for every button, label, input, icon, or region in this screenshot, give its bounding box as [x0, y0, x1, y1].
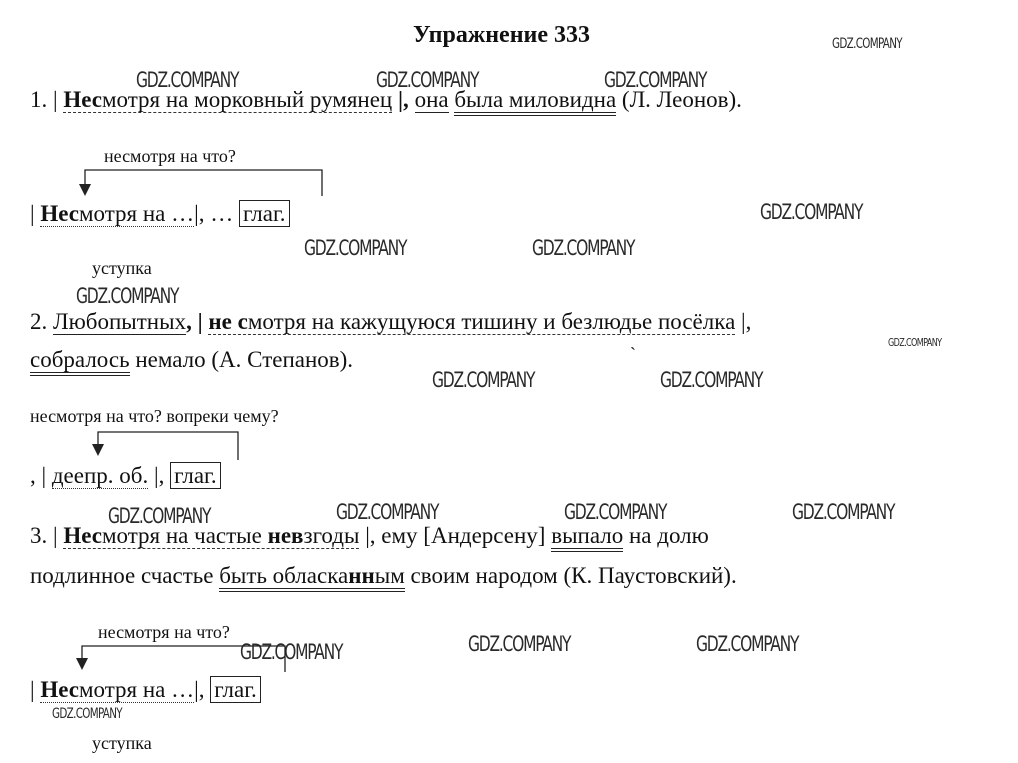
bracket: |: [30, 677, 41, 702]
watermark: GDZ.COMPANY: [108, 504, 211, 528]
rest-text: немало (А. Степанов).: [129, 347, 354, 372]
mid-text: |, ему [Андерсену]: [359, 523, 552, 548]
watermark: GDZ.COMPANY: [336, 500, 439, 524]
bracket: , |: [30, 463, 52, 488]
watermark: GDZ.COMPANY: [532, 236, 635, 260]
watermark: GDZ.COMPANY: [832, 36, 902, 52]
watermark: GDZ.COMPANY: [468, 632, 571, 656]
predicate-part: быть обласка: [219, 563, 349, 588]
watermark: GDZ.COMPANY: [604, 68, 707, 92]
exercise-number: 1. |: [30, 87, 64, 112]
clause-separator: |,: [392, 87, 415, 112]
verb-box: глаг.: [170, 462, 221, 489]
watermark: GDZ.COMPANY: [432, 368, 535, 392]
scheme-question: несмотря на что?: [104, 146, 236, 166]
watermark: GDZ.COMPANY: [136, 68, 239, 92]
scheme-question: несмотря на что? вопреки чему?: [30, 406, 279, 426]
watermark: GDZ.COMPANY: [304, 236, 407, 260]
clause-text: мотря на морковный румянец: [101, 87, 393, 112]
predicate: была миловидна: [454, 87, 616, 116]
clause-separator: , |: [186, 309, 209, 334]
predicate: выпало: [551, 523, 623, 552]
verb-box: глаг.: [210, 676, 261, 703]
watermark: GDZ.COMPANY: [76, 284, 179, 308]
clause-text: мотря на частые: [101, 523, 268, 548]
watermark: GDZ.COMPANY: [696, 632, 799, 656]
scheme-3-line: [30, 676, 261, 704]
bracket: |: [30, 201, 41, 226]
part-text: мотря на …: [78, 201, 195, 226]
clause-end: |,: [735, 309, 752, 334]
bold-fragment: Нес: [63, 87, 102, 112]
scheme-label: уступка: [92, 258, 152, 278]
subject: Любопытных: [53, 309, 187, 334]
text: своим народом (К. Паустовский).: [404, 563, 737, 588]
watermark: GDZ.COMPANY: [792, 500, 895, 524]
watermark: GDZ.COMPANY: [888, 336, 942, 349]
watermark: GDZ.COMPANY: [660, 368, 763, 392]
exercise-number: 2.: [30, 309, 53, 334]
clause-text: згоды: [303, 523, 360, 548]
author: (Л. Леонов).: [616, 87, 742, 112]
separator: |, …: [194, 201, 239, 226]
page-title: Упражнение 333: [413, 22, 591, 48]
scheme-question: несмотря на что?: [98, 622, 230, 642]
predicate: собралось: [30, 347, 130, 376]
watermark: GDZ.COMPANY: [52, 706, 122, 722]
watermark: GDZ.COMPANY: [376, 68, 479, 92]
watermark: GDZ.COMPANY: [760, 200, 863, 224]
verb-box: глаг.: [239, 200, 290, 227]
adverbial-part: [40, 677, 194, 703]
bold-fragment: нн: [348, 563, 375, 588]
clause-text: мотря на кажущуюся тишину и безлюдье посёлка: [247, 309, 736, 334]
exercise-number: 3. |: [30, 523, 64, 548]
subject: она: [414, 87, 449, 112]
participle-phrase: деепр. об.: [51, 463, 149, 488]
watermark: GDZ.COMPANY: [240, 640, 343, 664]
rest-text: на долю: [623, 523, 709, 548]
separator: |,: [148, 463, 171, 488]
bold-fragment: Нес: [63, 523, 102, 548]
bold-fragment: нев: [267, 523, 304, 548]
text: подлинное счастье: [30, 563, 220, 588]
scheme-label: уступка: [92, 733, 152, 753]
bold-fragment: Нес: [40, 201, 79, 226]
stray-mark: `: [630, 344, 636, 364]
watermark: GDZ.COMPANY: [564, 500, 667, 524]
bold-fragment: не с: [208, 309, 248, 334]
predicate-part: ым: [374, 563, 405, 588]
separator: |,: [194, 677, 211, 702]
bold-fragment: Нес: [40, 677, 79, 702]
part-text: мотря на …: [78, 677, 195, 702]
